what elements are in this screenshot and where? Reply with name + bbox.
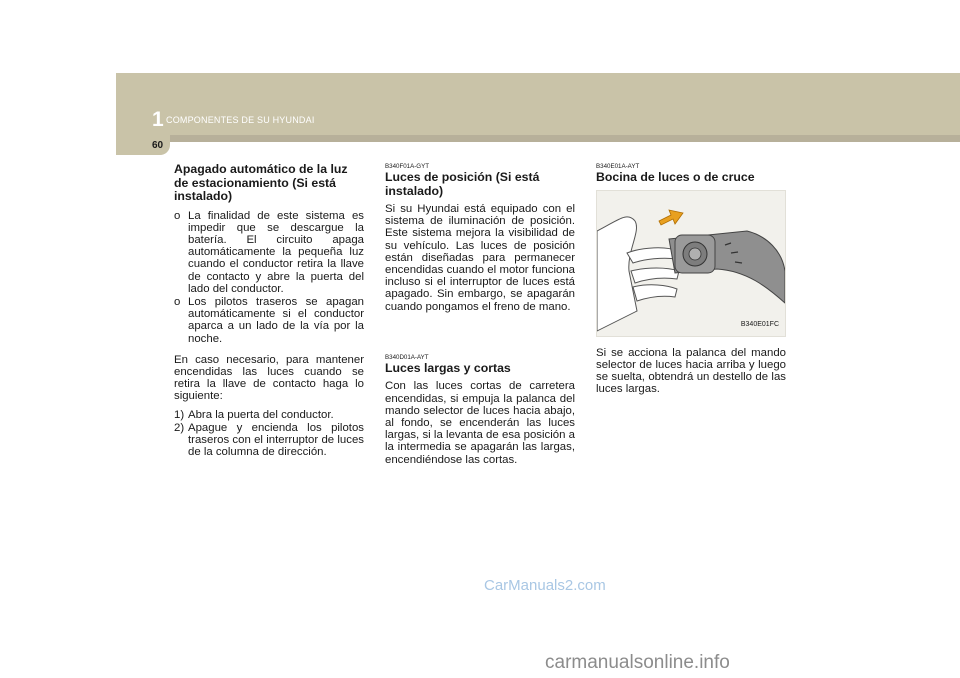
chapter-title: COMPONENTES DE SU HYUNDAI — [166, 115, 315, 125]
paragraph: Con las luces cortas de carretera encendidas, si empuja la palanca del mando selector de luces hacia abajo, al fondo, se encenderán las luces largas, si la levanta de esa posición a la intermedia se apagarán las largas, encendiéndose las cortas. — [385, 380, 575, 466]
section-title-high-low-beams: Luces largas y cortas — [385, 360, 511, 375]
chapter-number: 1 — [152, 108, 164, 131]
bullet-item — [174, 210, 364, 295]
paragraph: Si su Hyundai está equipado con el sistema de iluminación de posición. Este sistema mejora la visibilidad de su vehículo. Las luces de posición están diseñadas para permanecer encendidas cuando el motor funciona incluso si el interruptor de luces está apagado. Sin embargo, se apagarán cuando pongamos el freno de mano. — [385, 203, 575, 313]
section-code: B340E01A-AYT — [596, 163, 640, 170]
bullet-item — [174, 296, 364, 345]
bullet-text: La finalidad de este sistema es impedir que se descargue la batería. El circuito apaga automáticamente la pequeña luz cuando el conductor retira la llave de contacto y abre la puerta del lado del conductor. — [188, 209, 364, 295]
hand-lever-illustration — [597, 191, 785, 336]
column-auto-off — [174, 163, 364, 459]
section-title-auto-off: Apagado automático de la luz de estacionamiento (Si está instalado) — [174, 162, 348, 203]
header-strip — [116, 135, 960, 142]
page-number: 60 — [152, 140, 164, 151]
header-band — [116, 73, 960, 142]
section-title-flash-to-pass: Bocina de luces o de cruce — [596, 170, 755, 184]
column-lights — [385, 163, 575, 472]
figure-code: B340E01FC — [740, 321, 779, 329]
up-arrow-icon — [659, 210, 683, 225]
section-code: B340D01A-AYT — [385, 353, 429, 361]
step-number: 1) — [174, 408, 185, 421]
bullet-mark: o — [174, 209, 181, 222]
step-item — [174, 422, 364, 459]
paragraph: Si se acciona la palanca del mando selector de luces hacia arriba y luego se suelta, obtendrá un destello de las luces largas. — [596, 346, 786, 396]
step-item — [174, 409, 364, 421]
column-flash — [596, 163, 786, 401]
watermark[interactable]: CarManuals2.com — [484, 577, 606, 594]
section-code: B340F01A-GYT — [385, 163, 430, 170]
step-text: Abra la puerta del conductor. — [188, 408, 334, 421]
lever-illustration — [596, 190, 786, 337]
bullet-text: Los pilotos traseros se apagan automáticamente si el conductor aparca a un lado de la vía por la noche. — [188, 295, 364, 345]
bullet-mark: o — [174, 295, 181, 308]
footer-watermark[interactable]: carmanualsonline.info — [545, 652, 730, 673]
paragraph: En caso necesario, para mantener encendidas las luces cuando se retira la llave de contacto haga lo siguiente: — [174, 353, 364, 403]
step-text: Apague y encienda los pilotos traseros con el interruptor de luces de la columna de dirección. — [188, 421, 364, 459]
step-number: 2) — [174, 421, 185, 434]
section-title-position-lights: Luces de posición (Si está instalado) — [385, 170, 540, 198]
